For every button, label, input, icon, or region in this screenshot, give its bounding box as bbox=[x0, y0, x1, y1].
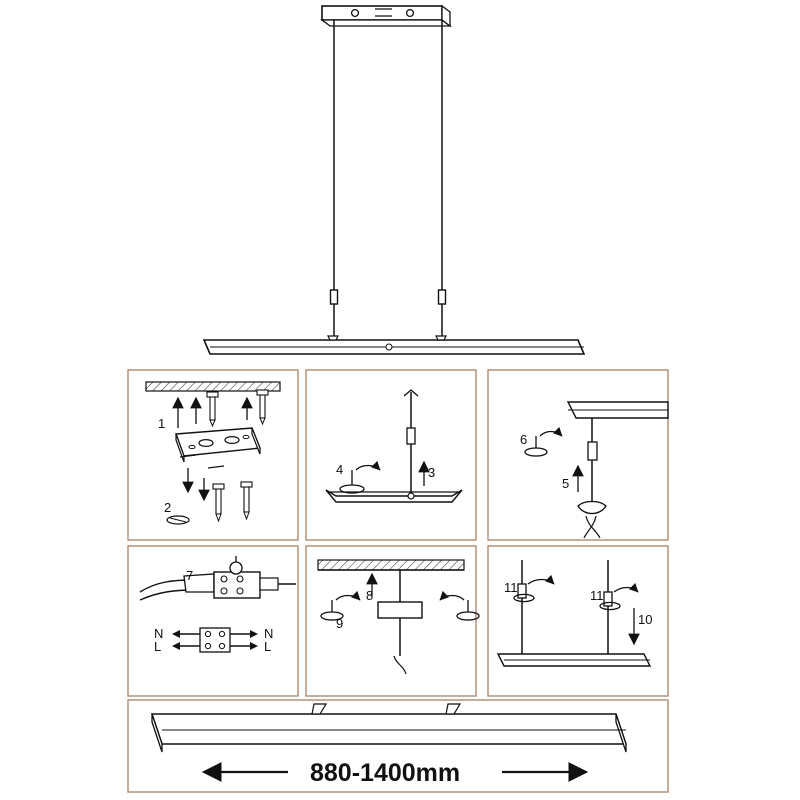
step-label-3: 3 bbox=[428, 465, 436, 480]
rotation-symbol-4 bbox=[340, 466, 380, 494]
step-label-11-left: 11 bbox=[504, 580, 518, 595]
screw-bottom-a bbox=[213, 484, 224, 521]
step-label-6: 6 bbox=[520, 432, 528, 447]
wire-label-n-right: N bbox=[264, 626, 274, 641]
panel-1-ceiling-plate-fixing bbox=[146, 382, 280, 524]
step-label-8: 8 bbox=[366, 588, 374, 603]
screw-top-b bbox=[257, 390, 268, 424]
step-label-11-right: 11 bbox=[590, 588, 604, 603]
suspension-cables bbox=[331, 20, 446, 340]
step-label-10: 10 bbox=[638, 612, 653, 627]
panel-6-cable-adjustment bbox=[498, 560, 652, 666]
step-label-2: 2 bbox=[164, 500, 172, 515]
rotation-symbol-9-mirror bbox=[440, 596, 479, 621]
wire-label-l-right: L bbox=[264, 639, 272, 654]
panel-7-dimension bbox=[152, 704, 626, 787]
dimension-label: 880-1400mm bbox=[310, 759, 461, 787]
luminaire-body bbox=[204, 336, 584, 354]
suspension-rod bbox=[404, 390, 418, 499]
rotation-symbol-6 bbox=[525, 432, 562, 457]
dowel-bottom bbox=[167, 516, 189, 524]
panel-5-connector-fixing bbox=[318, 560, 479, 674]
step-label-4: 4 bbox=[336, 462, 344, 477]
panel-3-cover-fitting bbox=[520, 402, 668, 538]
screw-top-a bbox=[207, 392, 218, 426]
terminal-block bbox=[214, 556, 278, 598]
wire-label-l-left: L bbox=[154, 639, 162, 654]
step-label-9: 9 bbox=[336, 616, 344, 631]
wiring-schematic bbox=[154, 626, 273, 654]
ceiling-canopy bbox=[322, 6, 450, 26]
panel-2-rod-insertion bbox=[326, 390, 462, 502]
step-label-7: 7 bbox=[186, 568, 194, 583]
mounting-plate bbox=[176, 428, 260, 468]
panel-4-wiring bbox=[140, 556, 296, 654]
pendant-lamp-main-view bbox=[204, 6, 584, 354]
cover-rod bbox=[578, 418, 606, 538]
wire-label-n-left: N bbox=[154, 626, 164, 641]
screw-bottom-b bbox=[241, 482, 252, 519]
step-label-5: 5 bbox=[562, 476, 570, 491]
step-label-1: 1 bbox=[158, 416, 166, 431]
